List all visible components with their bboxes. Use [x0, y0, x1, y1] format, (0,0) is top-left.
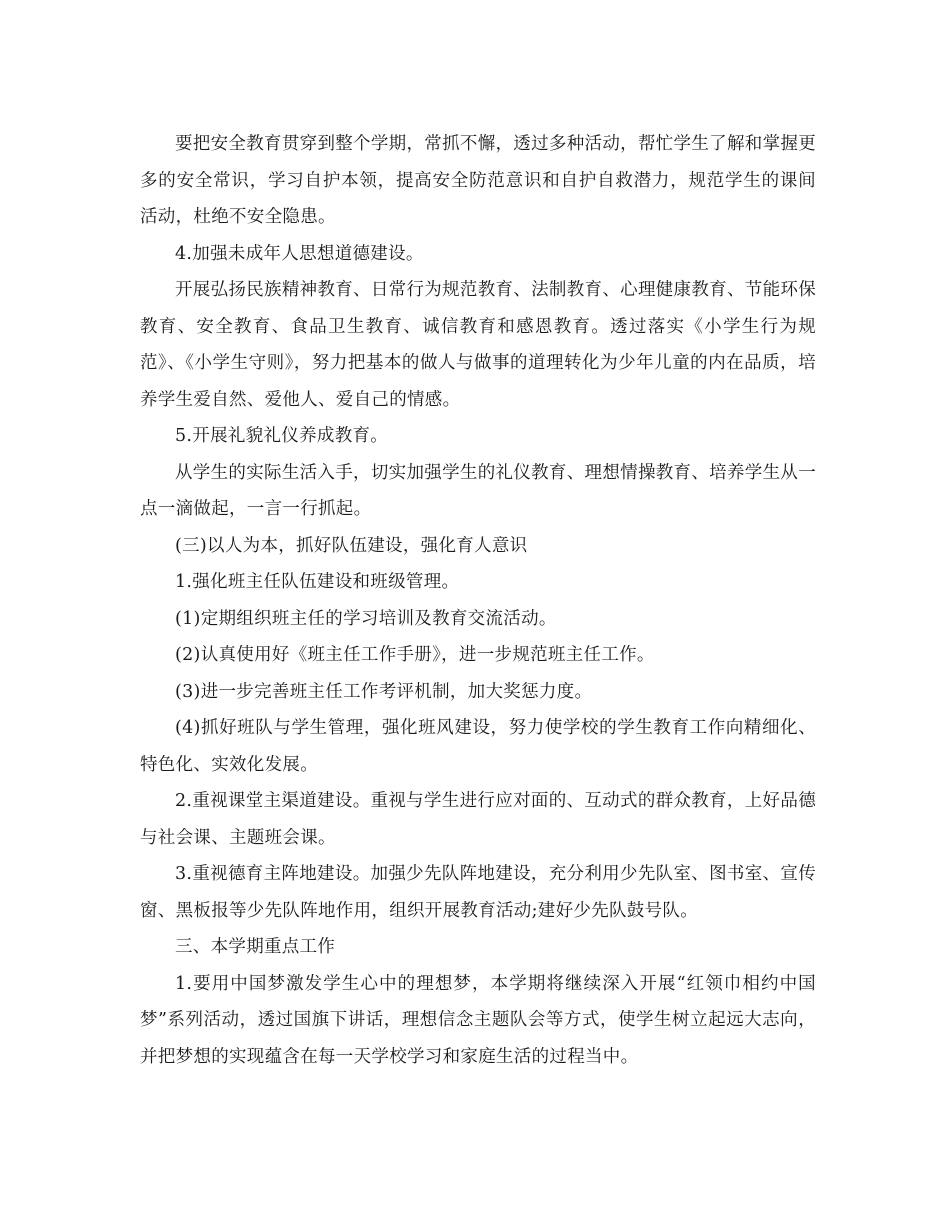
- heading-etiquette-education: 5.开展礼貌礼仪养成教育。: [175, 426, 389, 446]
- paragraph-safety-education: 要把安全教育贯穿到整个学期，常抓不懈，透过多种活动，帮忙学生了解和掌握更多的安全常识，学习自护本领，提高安全防范意识和自护自救潜力，规范学生的课间活动，杜绝不安全隐患。: [140, 134, 816, 227]
- heading-team-building: (三)以人为本，抓好队伍建设，强化育人意识: [175, 535, 528, 556]
- document-body: [140, 126, 816, 1075]
- heading-class-teacher-team: 1.强化班主任队伍建设和班级管理。: [175, 572, 460, 592]
- paragraph-china-dream: 1.要用中国梦激发学生心中的理想梦，本学期将继续深入开展“红领巾相约中国梦”系列活动，透过国旗下讲话，理想信念主题队会等方式，使学生树立起远大志向，并把梦想的实现蕴含在每一天学校学习和家庭生活的过程当中。: [140, 973, 816, 1067]
- heading-key-work: 三、本学期重点工作: [175, 937, 336, 957]
- paragraph-etiquette: 从学生的实际生活入手，切实加强学生的礼仪教育、理想情操教育、培养学生从一点一滴做起，一言一行抓起。: [140, 462, 816, 519]
- list-item-class-management: (4)抓好班队与学生管理，强化班风建设，努力使学校的学生教育工作向精细化、特色化、实效化发展。: [140, 718, 816, 775]
- paragraph-classroom-channel: 2.重视课堂主渠道建设。重视与学生进行应对面的、互动式的群众教育，上好品德与社会课、主题班会课。: [140, 791, 816, 848]
- heading-moral-construction: 4.加强未成年人思想道德建设。: [175, 243, 424, 264]
- list-item-handbook: (2)认真使用好《班主任工作手册》，进一步规范班主任工作。: [175, 645, 655, 665]
- paragraph-moral-education: 开展弘扬民族精神教育、日常行为规范教育、法制教育、心理健康教育、节能环保教育、安全教育、食品卫生教育、诚信教育和感恩教育。透过落实《小学生行为规范》、《小学生守则》，努力把基本的做人与做事的道理转化为少年儿童的内在品质，培养学生爱自然、爱他人、爱自己的情感。: [140, 280, 816, 410]
- list-item-training: (1)定期组织班主任的学习培训及教育交流活动。: [175, 608, 557, 629]
- paragraph-moral-position: 3.重视德育主阵地建设。加强少先队阵地建设，充分利用少先队室、图书室、宣传窗、黑板报等少先队阵地作用，组织开展教育活动;建好少先队鼓号队。: [140, 864, 816, 921]
- list-item-evaluation: (3)进一步完善班主任工作考评机制，加大奖惩力度。: [175, 681, 593, 702]
